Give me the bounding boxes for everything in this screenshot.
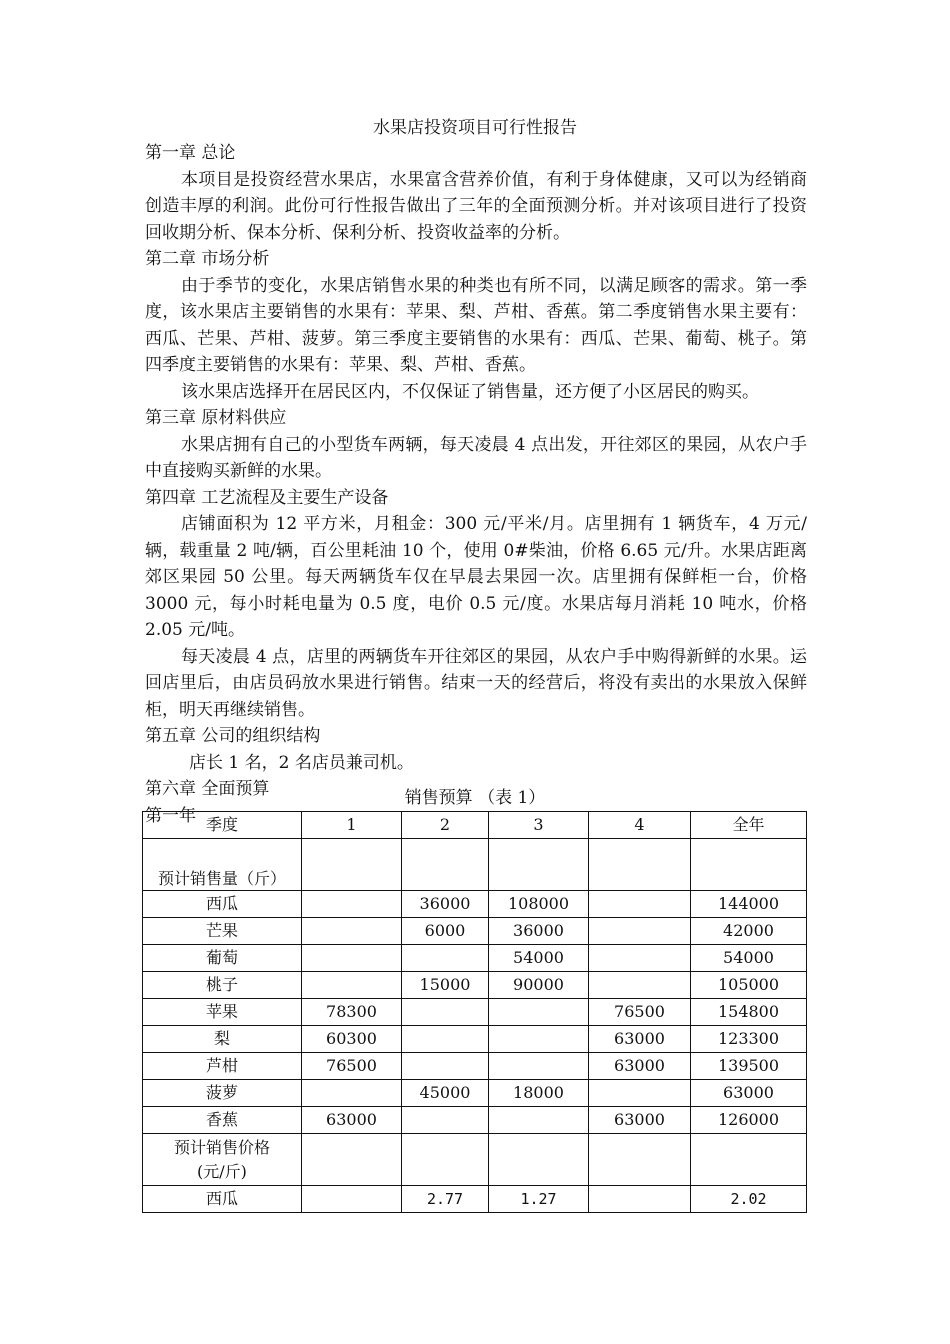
header-cell: 季度: [143, 812, 302, 839]
row-label-cell: 芦柑: [143, 1053, 302, 1080]
table-row: [143, 918, 807, 945]
table-cell: 90000: [489, 972, 589, 999]
row-label-cell: 梨: [143, 1026, 302, 1053]
table-cell: [302, 1080, 402, 1107]
chapter-3-paragraph: 水果店拥有自己的小型货车两辆，每天凌晨 4 点出发，开往郊区的果园，从农户手中直接购买新鲜的水果。: [145, 434, 807, 481]
table-cell: 154800: [691, 999, 807, 1026]
table-cell: [489, 839, 589, 891]
table-cell: [691, 839, 807, 891]
chapter-1-paragraph: 本项目是投资经营水果店，水果富含营养价值，有利于身体健康，又可以为经销商创造丰厚的利润。此份可行性报告做出了三年的全面预测分析。并对该项目进行了投资回收期分析、保本分析、保利分析、投资收益率的分析。: [145, 169, 807, 243]
table-cell: 63000: [589, 1026, 691, 1053]
table-cell: 63000: [691, 1080, 807, 1107]
table-cell: [402, 1134, 489, 1186]
table-caption: 销售预算 （表 1）: [404, 788, 546, 808]
chapter-2-heading: 第二章 市场分析: [145, 249, 270, 269]
table-cell: 63000: [589, 1053, 691, 1080]
chapter-4-paragraph-2: 每天凌晨 4 点，店里的两辆货车开往郊区的果园，从农户手中购得新鲜的水果。运回店里后，由店员码放水果进行销售。结束一天的经营后，将没有卖出的水果放入保鲜柜，明天再继续销售。: [145, 646, 807, 720]
table-cell: 63000: [589, 1107, 691, 1134]
chapter-2-paragraph-1: 由于季节的变化，水果店销售水果的种类也有所不同，以满足顾客的需求。第一季度，该水果店主要销售的水果有：苹果、梨、芦柑、香蕉。第二季度销售水果主要有：西瓜、芒果、芦柑、菠萝。第三季度主要销售的水果有：西瓜、芒果、葡萄、桃子。第四季度主要销售的水果有：苹果、梨、芦柑、香蕉。: [145, 275, 807, 375]
table-cell: [302, 1134, 402, 1186]
header-cell: 4: [589, 812, 691, 839]
table-cell: 123300: [691, 1026, 807, 1053]
table-cell: [589, 972, 691, 999]
table-cell: [489, 1107, 589, 1134]
table-cell: 76500: [589, 999, 691, 1026]
qty-section-row: [143, 839, 807, 891]
header-cell: 3: [489, 812, 589, 839]
price-section-row: [143, 1134, 807, 1186]
table-cell: [589, 1080, 691, 1107]
table-cell: 6000: [402, 918, 489, 945]
table-cell: 45000: [402, 1080, 489, 1107]
table-cell: [589, 945, 691, 972]
table-cell: [489, 1026, 589, 1053]
table-row: [143, 1053, 807, 1080]
table-cell: [302, 918, 402, 945]
year-label: 第一年: [145, 805, 196, 826]
table-cell: [402, 1053, 489, 1080]
row-label-cell: 香蕉: [143, 1107, 302, 1134]
document-title: 水果店投资项目可行性报告: [373, 118, 577, 138]
table-row: [143, 1107, 807, 1134]
table-cell: 54000: [691, 945, 807, 972]
table-cell: [402, 1026, 489, 1053]
table-cell: 78300: [302, 999, 402, 1026]
table-cell: 18000: [489, 1080, 589, 1107]
table-cell: [402, 839, 489, 891]
price-section-label: [143, 1134, 302, 1186]
sales-budget-table: [142, 811, 807, 1213]
table-row: [143, 1026, 807, 1053]
table-cell: [489, 1134, 589, 1186]
table-row: [143, 972, 807, 999]
table-cell: 2.02: [691, 1186, 807, 1213]
table-cell: 1.27: [489, 1186, 589, 1213]
table-cell: 42000: [691, 918, 807, 945]
table-cell: 54000: [489, 945, 589, 972]
table-row: [143, 891, 807, 918]
table-cell: 60300: [302, 1026, 402, 1053]
chapter-1-heading: 第一章 总论: [145, 143, 236, 163]
qty-section-label: 预计销售量（斤）: [143, 839, 302, 891]
table-cell: 144000: [691, 891, 807, 918]
table-cell: [589, 918, 691, 945]
chapter-4-paragraph-1: 店铺面积为 12 平方米，月租金：300 元/平米/月。店里拥有 1 辆货车，4 万元/辆，载重量 2 吨/辆，百公里耗油 10 个，使用 0#柴油，价格 6.65 元/升。水果店距离郊区果园 50 公里。每天两辆货车仅在早晨去果园一次。店里拥有保鲜柜一台，价格 3000 元，每小时耗电量为 0.5 度，电价 0.5 元/度。水果店每月消耗 10 吨水，价格 2.05 元/吨。: [145, 514, 807, 640]
table-cell: 36000: [402, 891, 489, 918]
table-cell: [302, 839, 402, 891]
table-cell: [402, 945, 489, 972]
table-cell: 76500: [302, 1053, 402, 1080]
table-cell: [302, 945, 402, 972]
table-body: [143, 812, 807, 1213]
table-header-row: [143, 812, 807, 839]
row-label-cell: 葡萄: [143, 945, 302, 972]
document-body: [145, 140, 807, 829]
table-cell: [589, 1186, 691, 1213]
chapter-4-heading: 第四章 工艺流程及主要生产设备: [145, 487, 389, 508]
row-label-cell: 苹果: [143, 999, 302, 1026]
row-label-cell: 桃子: [143, 972, 302, 999]
row-label-cell: 西瓜: [143, 1186, 302, 1213]
table-cell: 36000: [489, 918, 589, 945]
table-row: [143, 1080, 807, 1107]
table-row: [143, 999, 807, 1026]
table-cell: [302, 1186, 402, 1213]
chapter-6-heading: 第六章 全面预算: [145, 779, 270, 799]
table-cell: [589, 891, 691, 918]
table-cell: 2.77: [402, 1186, 489, 1213]
table-cell: [489, 999, 589, 1026]
table-cell: 126000: [691, 1107, 807, 1134]
table-row: [143, 945, 807, 972]
table-cell: [589, 1134, 691, 1186]
table-cell: 108000: [489, 891, 589, 918]
chapter-3-heading: 第三章 原材料供应: [145, 408, 287, 428]
table-cell: 139500: [691, 1053, 807, 1080]
table-cell: [589, 839, 691, 891]
table-cell: [302, 891, 402, 918]
header-cell: 全年: [691, 812, 807, 839]
row-label-cell: 芒果: [143, 918, 302, 945]
table-cell: 105000: [691, 972, 807, 999]
row-label-cell: 西瓜: [143, 891, 302, 918]
chapter-2-paragraph-2: 该水果店选择开在居民区内，不仅保证了销售量，还方便了小区居民的购买。: [181, 381, 759, 402]
table-row: [143, 1186, 807, 1213]
header-cell: 1: [302, 812, 402, 839]
price-label-line-2: (元/斤): [197, 1161, 247, 1181]
price-label-line-1: 预计销售价格: [173, 1137, 270, 1157]
chapter-5-heading: 第五章 公司的组织结构: [145, 726, 321, 746]
row-label-cell: 菠萝: [143, 1080, 302, 1107]
table-cell: 63000: [302, 1107, 402, 1134]
table-cell: [402, 999, 489, 1026]
table-cell: [691, 1134, 807, 1186]
header-cell: 2: [402, 812, 489, 839]
table-cell: [302, 972, 402, 999]
chapter-5-paragraph: 店长 1 名，2 名店员兼司机。: [189, 752, 414, 773]
table-cell: [489, 1053, 589, 1080]
table-cell: [402, 1107, 489, 1134]
table-cell: 15000: [402, 972, 489, 999]
